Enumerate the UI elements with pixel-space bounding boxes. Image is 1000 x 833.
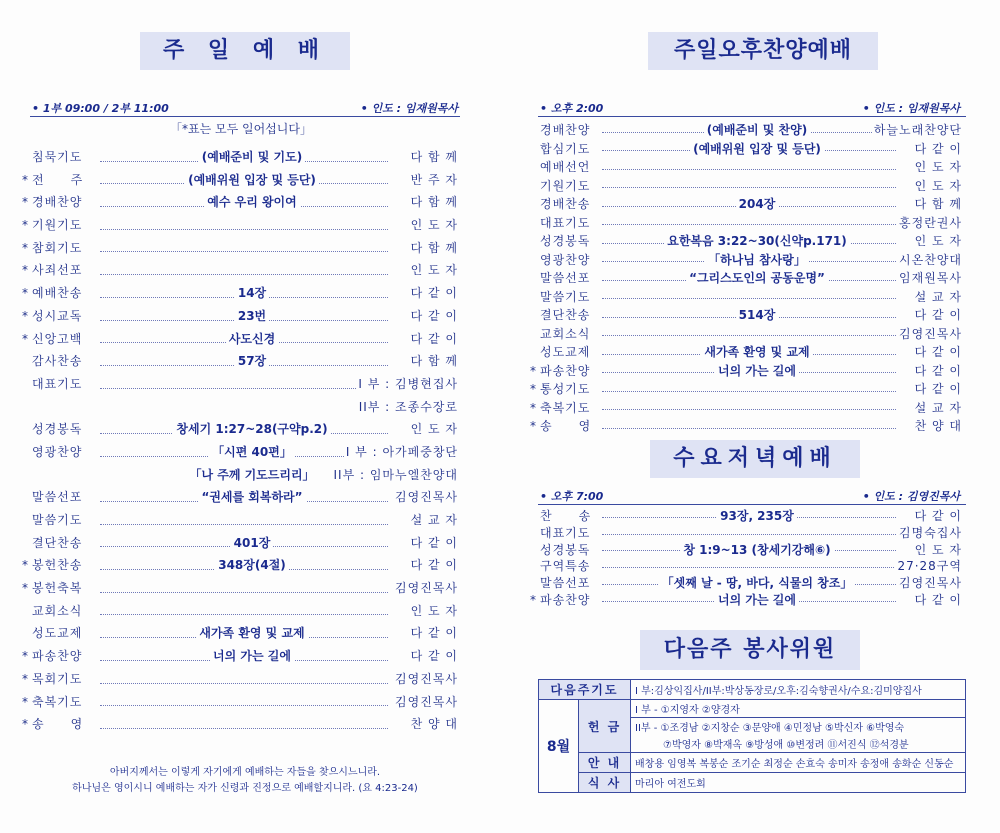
order-label: 경배찬양 [32, 195, 83, 210]
service-guide-value: 배창용 임영복 복봉순 조기순 최정순 손효숙 송미자 송정애 송화순 신동순 [631, 753, 966, 773]
order-detail [132, 532, 372, 555]
order-detail-text: 204장 [736, 197, 779, 211]
order-label: 말씀기도 [32, 513, 83, 527]
service-guide-row [539, 753, 966, 773]
order-person: 설 교 자 [409, 509, 458, 532]
standing-mark: * [22, 671, 28, 686]
order-detail-text: “그리스도인의 공동운명” [686, 271, 828, 285]
standing-mark: * [530, 382, 536, 396]
afternoon-time: • 오후 2:00 [540, 102, 604, 115]
service-meal-label: 식 사 [579, 773, 631, 793]
order-person: 다 같 이 [409, 622, 458, 645]
order-label: 기원기도 [32, 218, 83, 233]
order-detail-text: 창세기 1:27~28(구약p.2) [173, 422, 330, 436]
order-label: 성경봉독 [540, 234, 591, 248]
order-detail [132, 169, 372, 192]
leader-dots [602, 187, 896, 188]
order-detail-text: 401장 [231, 536, 274, 550]
order-detail-text: 사도신경 [226, 332, 278, 346]
order-detail [632, 362, 882, 381]
service-month: 8월 [539, 700, 579, 793]
order-person: 찬 양 대 [409, 713, 458, 736]
leader-dots [602, 428, 896, 429]
wednesday-row [530, 575, 962, 592]
order-person: 다 같 이 [913, 343, 962, 362]
order-label: 참회기도 [32, 240, 83, 255]
order-detail [132, 282, 372, 305]
order-label: 말씀선포 [32, 490, 83, 505]
order-person: 다 함 께 [409, 146, 458, 169]
order-person: 다 같 이 [409, 305, 458, 328]
service-prayer-row [539, 680, 966, 700]
morning-row [22, 259, 458, 282]
order-label: 대표기도 [540, 525, 591, 540]
morning-row [22, 282, 458, 305]
order-label: 파송찬양 [540, 592, 591, 607]
order-detail [632, 121, 882, 140]
afternoon-row [530, 288, 962, 307]
leader-dots [100, 728, 388, 729]
order-detail-text: (예배준비 및 기도) [199, 150, 305, 164]
order-person: 시온찬양대 [897, 251, 962, 270]
morning-row [22, 532, 458, 555]
order-label: 말씀선포 [540, 576, 591, 591]
morning-row [22, 237, 458, 260]
order-label: 대표기도 [32, 376, 83, 391]
order-detail-text: 348장(4절) [215, 558, 289, 572]
order-person: 다 같 이 [913, 140, 962, 159]
order-person: 김영진목사 [393, 486, 458, 509]
wednesday-row [530, 508, 962, 525]
order-detail [132, 305, 372, 328]
wednesday-row [530, 542, 962, 559]
wednesday-row [530, 558, 962, 575]
order-label: 합심기도 [540, 141, 591, 156]
order-label: 경배찬송 [540, 197, 591, 211]
order-detail-text: 「셋째 날 - 땅, 바다, 식물의 창조」 [659, 576, 856, 590]
order-detail [132, 418, 372, 441]
order-detail-text: 23번 [235, 309, 269, 323]
morning-row [22, 146, 458, 169]
order-detail-text: 너의 가는 길에 [715, 364, 799, 378]
order-label: 통성기도 [540, 382, 591, 396]
standing-mark: * [22, 172, 28, 187]
service-meal-value: 마리아 여전도회 [631, 773, 966, 793]
afternoon-row [530, 306, 962, 325]
afternoon-row [530, 214, 962, 233]
wednesday-row [530, 592, 962, 609]
order-person: 김영진목사 [897, 325, 962, 344]
afternoon-title: 주일오후찬양예배 [648, 32, 878, 70]
order-label: 예배선언 [540, 160, 591, 174]
morning-row [22, 396, 458, 419]
afternoon-row [530, 251, 962, 270]
order-label: 송 영 [32, 717, 84, 732]
order-person: 인 도 자 [409, 259, 458, 282]
service-offering-2a: II부 - ①조경남 ②지창순 ③문양애 ④민정남 ⑤박신자 ⑥박영숙 [631, 718, 966, 736]
order-person: 홍정란권사 [897, 214, 962, 233]
order-label: 축복기도 [32, 694, 83, 709]
order-person: II부 : 조종수장로 [357, 396, 458, 419]
leader-dots [602, 409, 896, 410]
order-person: 다 함 께 [913, 195, 962, 214]
leader-dots [100, 388, 388, 389]
morning-note: 「*표는 모두 일어섭니다」 [170, 122, 312, 136]
leader-dots [100, 229, 388, 230]
order-detail [632, 251, 882, 270]
order-label: 교회소식 [540, 326, 591, 341]
morning-row [22, 486, 458, 509]
order-detail [632, 140, 882, 159]
order-detail-text: 새가족 환영 및 교제 [701, 345, 812, 359]
morning-row [22, 577, 458, 600]
order-person: 인 도 자 [914, 542, 962, 557]
leader-dots [602, 224, 896, 225]
order-person: 인 도 자 [409, 600, 458, 623]
order-person: 다 함 께 [409, 191, 458, 214]
order-label: 사죄선포 [32, 263, 83, 278]
order-label: 감사찬송 [32, 354, 83, 369]
right-page [500, 0, 1000, 833]
service-prayer-label: 다음주기도 [539, 680, 631, 700]
verse-line-1: 아버지께서는 이렇게 자기에게 예배하는 자들을 찾으시느니라. [109, 767, 381, 778]
morning-leader: • 인도 : 임재원목사 [360, 102, 458, 115]
morning-row [22, 668, 458, 691]
standing-mark: * [530, 419, 536, 433]
order-label: 축복기도 [540, 400, 591, 415]
leader-dots [100, 683, 388, 684]
order-person: 김영진목사 [393, 577, 458, 600]
morning-row [22, 418, 458, 441]
order-person: 설 교 자 [913, 288, 962, 307]
standing-mark: * [22, 331, 28, 346]
order-detail-text: 너의 가는 길에 [715, 593, 799, 607]
leader-dots [100, 614, 388, 615]
order-detail [132, 486, 372, 509]
standing-mark: * [530, 592, 536, 607]
order-label: 대표기도 [540, 215, 591, 230]
order-label: 말씀선포 [540, 271, 591, 285]
order-detail-text: 14장 [235, 286, 269, 300]
morning-row [22, 169, 458, 192]
order-person: 김영진목사 [899, 576, 962, 591]
order-detail [132, 146, 372, 169]
order-person: 인 도 자 [913, 232, 962, 251]
order-label: 침묵기도 [32, 150, 83, 164]
order-detail [132, 328, 372, 351]
order-person: 반 주 자 [409, 169, 458, 192]
service-table [538, 679, 966, 793]
afternoon-row [530, 399, 962, 418]
order-label: 목회기도 [32, 671, 83, 686]
wednesday-order [530, 508, 962, 609]
order-label: 봉헌찬송 [32, 558, 83, 573]
order-person: 다 같 이 [913, 306, 962, 325]
order-label: 송 영 [540, 419, 592, 433]
standing-mark: * [22, 717, 28, 732]
order-detail [632, 306, 882, 325]
morning-row [22, 350, 458, 373]
afternoon-order [530, 121, 962, 436]
morning-row [22, 214, 458, 237]
order-label: 성시교독 [32, 308, 83, 323]
order-detail-text: (예배위원 입장 및 등단) [690, 142, 824, 156]
wednesday-title: 수요저녁예배 [650, 440, 860, 478]
standing-mark: * [22, 240, 28, 255]
service-prayer-value: I 부:김상익집사/II부:박상동장로/오후:김숙향권사/수요:김미양집사 [631, 680, 966, 700]
leader-dots [100, 524, 388, 525]
order-person: 다 함 께 [409, 237, 458, 260]
order-detail-text: 「시편 40편」 [209, 445, 295, 459]
morning-row [22, 191, 458, 214]
order-person: 다 함 께 [409, 350, 458, 373]
order-detail-text: 「하나님 참사랑」 [705, 253, 809, 267]
afternoon-row [530, 343, 962, 362]
leader-dots [602, 335, 896, 336]
order-person: II부 : 임마누엘찬양대 [332, 464, 459, 487]
order-detail [632, 542, 882, 559]
afternoon-row [530, 232, 962, 251]
leader-dots [100, 592, 388, 593]
standing-mark: * [22, 195, 28, 210]
order-detail [132, 350, 372, 373]
morning-row [22, 622, 458, 645]
leader-dots [100, 251, 388, 252]
afternoon-row [530, 140, 962, 159]
morning-row [22, 554, 458, 577]
order-person: 다 같 이 [409, 282, 458, 305]
order-person: 다 같 이 [409, 328, 458, 351]
order-person: 다 같 이 [409, 532, 458, 555]
afternoon-row [530, 195, 962, 214]
leader-dots [602, 534, 896, 535]
order-detail-text: 새가족 환영 및 교제 [196, 626, 307, 640]
afternoon-row [530, 417, 962, 436]
morning-order [22, 146, 458, 736]
morning-row [22, 328, 458, 351]
standing-mark: * [22, 581, 28, 596]
order-person: 하늘노래찬양단 [872, 121, 962, 140]
order-person: 인 도 자 [409, 418, 458, 441]
order-detail-text: 예수 우리 왕이여 [204, 195, 300, 209]
morning-row [22, 691, 458, 714]
standing-mark: * [22, 218, 28, 233]
order-label: 신앙고백 [32, 331, 83, 346]
service-meal-row [539, 773, 966, 793]
service-title: 다음주 봉사위원 [640, 630, 860, 670]
leader-dots [100, 274, 388, 275]
afternoon-row [530, 325, 962, 344]
order-detail [132, 191, 372, 214]
afternoon-row [530, 380, 962, 399]
service-offering-2b: ⑦박영자 ⑧박재옥 ⑨방성애 ⑩변정려 ⑪서진식 ⑫석경분 [631, 735, 966, 753]
morning-row [22, 600, 458, 623]
order-detail-text: 요한복음 3:22~30(신약p.171) [664, 234, 850, 248]
order-label: 예배찬송 [32, 286, 83, 301]
order-label: 결단찬송 [32, 535, 83, 550]
afternoon-row [530, 121, 962, 140]
morning-row [22, 305, 458, 328]
morning-row [22, 441, 458, 464]
order-label: 성경봉독 [32, 422, 83, 437]
order-detail [632, 508, 882, 525]
order-label: 성도교제 [32, 626, 83, 641]
order-detail [132, 645, 372, 668]
order-detail [632, 592, 882, 609]
afternoon-row [530, 177, 962, 196]
order-person: 김영진목사 [393, 668, 458, 691]
order-person: 김명숙집사 [899, 525, 962, 540]
order-person: I 부 : 김병현집사 [356, 373, 458, 396]
order-detail [632, 269, 882, 288]
order-label: 말씀기도 [540, 289, 591, 304]
morning-row [22, 713, 458, 736]
leader-dots [602, 169, 896, 170]
order-detail-text: 너의 가는 길에 [210, 649, 294, 663]
bible-verse [30, 765, 460, 797]
order-detail [132, 622, 372, 645]
order-person: 다 같 이 [913, 362, 962, 381]
standing-mark: * [530, 363, 536, 378]
order-detail [632, 232, 882, 251]
standing-mark: * [22, 558, 28, 573]
order-detail-text: 「나 주께 기도드리리」 [186, 468, 317, 482]
order-label: 영광찬양 [540, 252, 591, 267]
morning-time: • 1부 09:00 / 2부 11:00 [32, 102, 169, 115]
service-offering-row-1 [539, 700, 966, 718]
order-label: 찬 송 [540, 509, 592, 523]
order-person: 다 같 이 [914, 509, 962, 523]
morning-row [22, 373, 458, 396]
standing-mark: * [530, 400, 536, 415]
afternoon-row [530, 158, 962, 177]
wednesday-leader: • 인도 : 김영진목사 [862, 490, 960, 503]
order-label: 전 주 [32, 172, 84, 187]
order-person: I 부 : 아가페중창단 [344, 441, 458, 464]
order-label: 봉헌축복 [32, 581, 83, 596]
morning-row [22, 464, 458, 487]
standing-mark: * [22, 694, 28, 709]
verse-line-2: 하나님은 영이시니 예배하는 자가 신령과 진정으로 예배할지니라. (요 4:23-24) [72, 783, 418, 794]
order-detail-text: 57장 [235, 354, 269, 368]
order-detail-text: (예배위원 입장 및 등단) [185, 173, 319, 187]
service-offering-label: 헌 금 [579, 700, 631, 753]
standing-mark: * [22, 649, 28, 664]
order-label: 결단찬송 [540, 308, 591, 322]
order-person: 다 같 이 [913, 380, 962, 399]
service-guide-label: 안 내 [579, 753, 631, 773]
order-person: 다 같 이 [409, 554, 458, 577]
order-label: 성도교제 [540, 345, 591, 359]
leader-dots [602, 391, 896, 392]
morning-divider [30, 116, 460, 117]
order-detail [632, 343, 882, 362]
wednesday-row [530, 525, 962, 542]
order-label: 경배찬양 [540, 123, 591, 137]
order-label: 영광찬양 [32, 444, 83, 459]
order-detail [132, 441, 372, 464]
leader-dots [100, 705, 388, 706]
service-offering-1: I 부 - ①지영자 ②양경자 [631, 700, 966, 718]
order-label: 성경봉독 [540, 542, 591, 557]
order-person: 임재원목사 [897, 269, 962, 288]
order-person: 인 도 자 [913, 177, 962, 196]
afternoon-divider [538, 116, 966, 117]
afternoon-row [530, 269, 962, 288]
order-label: 파송찬양 [32, 649, 83, 664]
order-person: 인 도 자 [913, 158, 962, 177]
wednesday-time: • 오후 7:00 [540, 490, 604, 503]
order-person: 27·28구역 [897, 559, 962, 574]
afternoon-leader: • 인도 : 임재원목사 [862, 102, 960, 115]
order-label: 구역특송 [540, 559, 591, 574]
morning-row [22, 645, 458, 668]
order-person: 찬 양 대 [913, 417, 962, 436]
order-detail-text: “권세를 회복하라” [198, 490, 305, 504]
order-detail [132, 554, 372, 577]
order-person: 설 교 자 [913, 399, 962, 418]
order-detail-text: 창 1:9~13 (창세기강해⑥) [680, 543, 833, 557]
order-detail-text: 93장, 235장 [717, 509, 797, 523]
leader-dots [602, 567, 896, 568]
leader-dots [602, 298, 896, 299]
wednesday-divider [538, 504, 966, 505]
order-label: 기원기도 [540, 178, 591, 193]
order-person: 인 도 자 [409, 214, 458, 237]
standing-mark: * [22, 286, 28, 301]
morning-row [22, 509, 458, 532]
order-detail-text: 514장 [736, 308, 779, 322]
order-detail-text: (예배준비 및 찬양) [704, 123, 810, 137]
afternoon-row [530, 362, 962, 381]
order-detail [632, 195, 882, 214]
order-label: 교회소식 [32, 603, 83, 618]
order-label: 파송찬양 [540, 363, 591, 378]
standing-mark: * [22, 308, 28, 323]
order-detail [632, 575, 882, 592]
standing-mark: * [22, 263, 28, 278]
order-person: 김영진목사 [393, 691, 458, 714]
morning-title: 주 일 예 배 [140, 32, 350, 70]
order-person: 다 같 이 [914, 592, 962, 607]
order-person: 다 같 이 [409, 645, 458, 668]
